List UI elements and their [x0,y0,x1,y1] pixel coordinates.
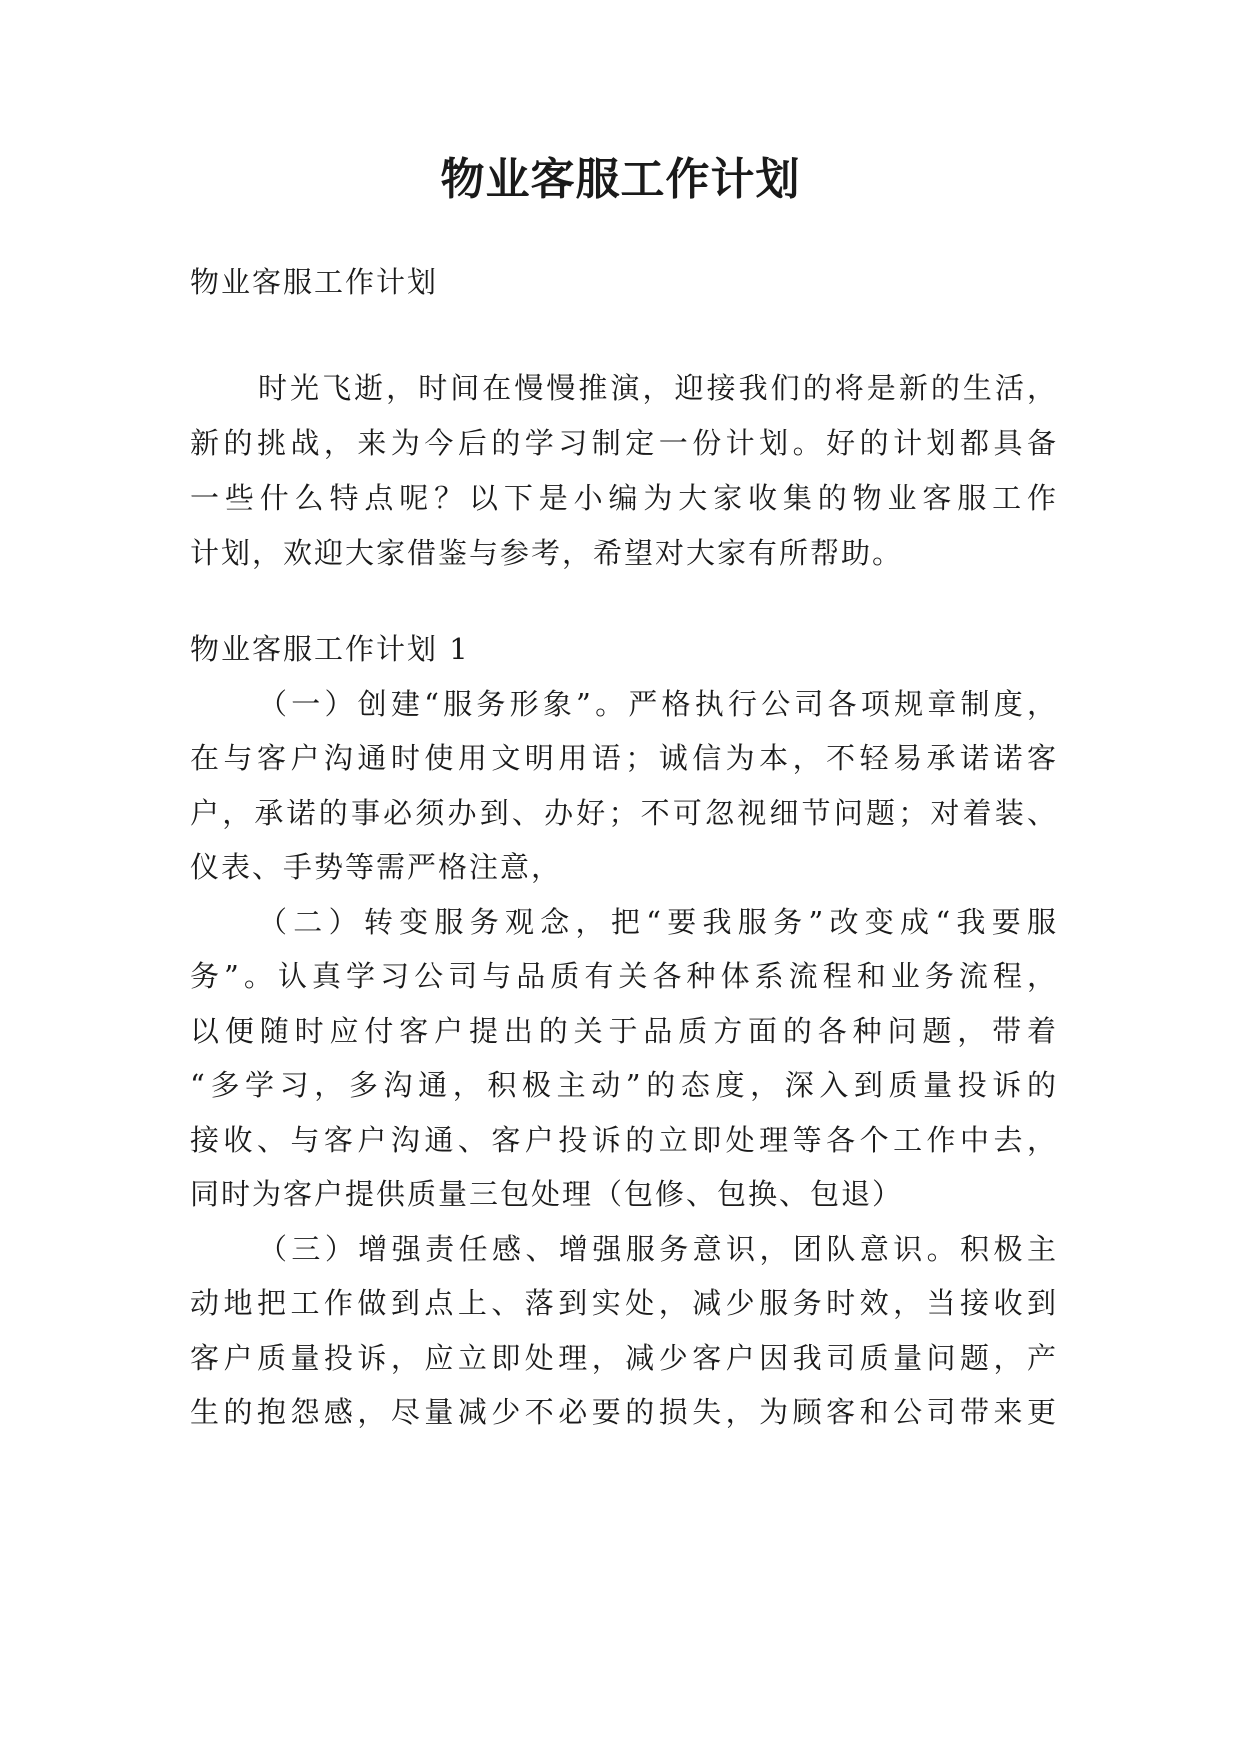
para3-line-2: 动地把工作做到点上、落到实处，减少服务时效，当接收到 [190,1286,1058,1320]
para2-line-4: “多学习，多沟通，积极主动”的态度，深入到质量投诉的 [190,1068,1058,1102]
para3-line-1: （三）增强责任感、增强服务意识，团队意识。积极主 [258,1232,1058,1266]
intro-line-2: 新的挑战，来为今后的学习制定一份计划。好的计划都具备 [190,426,1058,460]
para1-line-3: 户，承诺的事必须办到、办好；不可忽视细节问题；对着装、 [190,796,1058,830]
para2-line-1: （二）转变服务观念，把“要我服务”改变成“我要服 [258,905,1058,939]
section-heading: 物业客服工作计划 1 [190,632,470,666]
document-title: 物业客服工作计划 [440,154,801,205]
para1-line-2: 在与客户沟通时使用文明用语；诚信为本，不轻易承诺诺客 [190,741,1058,775]
para2-line-5: 接收、与客户沟通、客户投诉的立即处理等各个工作中去， [190,1123,1058,1157]
subtitle: 物业客服工作计划 [190,265,439,299]
intro-line-4: 计划，欢迎大家借鉴与参考，希望对大家有所帮助。 [190,536,904,570]
para1-line-1: （一）创建“服务形象”。严格执行公司各项规章制度， [258,687,1058,721]
para3-line-3: 客户质量投诉，应立即处理，减少客户因我司质量问题，产 [190,1341,1058,1375]
para3-line-4: 生的抱怨感，尽量减少不必要的损失，为顾客和公司带来更 [190,1395,1058,1429]
para2-line-6: 同时为客户提供质量三包处理（包修、包换、包退） [190,1177,904,1211]
intro-line-3: 一些什么特点呢？以下是小编为大家收集的物业客服工作 [190,481,1058,515]
para1-line-4: 仪表、手势等需严格注意， [190,850,563,884]
intro-line-1: 时光飞逝，时间在慢慢推演，迎接我们的将是新的生活， [258,371,1058,405]
para2-line-3: 以便随时应付客户提出的关于品质方面的各种问题，带着 [190,1014,1058,1048]
para2-line-2: 务”。认真学习公司与品质有关各种体系流程和业务流程， [190,959,1058,993]
